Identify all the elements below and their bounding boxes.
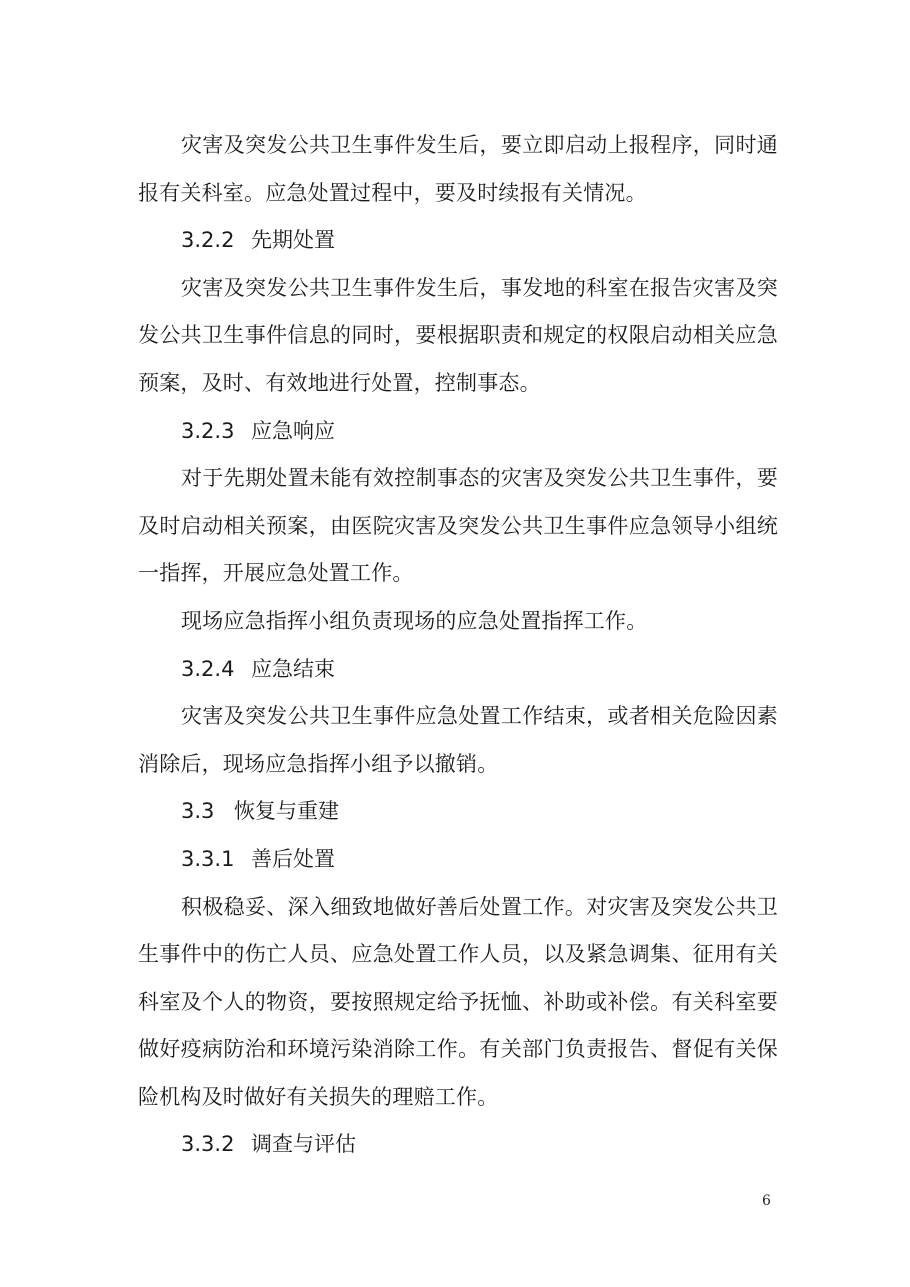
- section-title: 善后处置: [251, 846, 335, 871]
- section-heading: [138, 788, 778, 836]
- section-title: 应急响应: [251, 418, 335, 443]
- section-heading: [138, 836, 778, 884]
- paragraph: 灾害及突发公共卫生事件发生后，要立即启动上报程序，同时通报有关科室。应急处置过程中，要及时续报有关情况。: [138, 133, 778, 205]
- paragraph: 灾害及突发公共卫生事件应急处置工作结束，或者相关危险因素消除后，现场应急指挥小组予以撤销。: [138, 704, 778, 776]
- section-title: 先期处置: [251, 228, 335, 253]
- page-number: 6: [762, 1193, 771, 1209]
- section-number: 3.3.1: [181, 846, 235, 871]
- section-number: 3.2.4: [181, 656, 235, 681]
- section-title: 恢复与重建: [234, 799, 339, 824]
- section-heading: [138, 217, 778, 265]
- paragraph: 对于先期处置未能有效控制事态的灾害及突发公共卫生事件，要及时启动相关预案，由医院灾害及突发公共卫生事件应急领导小组统一指挥，开展应急处置工作。: [138, 466, 778, 586]
- section-number: 3.2.2: [181, 228, 235, 253]
- section-title: 调查与评估: [251, 1132, 356, 1157]
- section-number: 3.3: [181, 799, 215, 824]
- paragraph: 现场应急指挥小组负责现场的应急处置指挥工作。: [181, 608, 648, 633]
- paragraph: 灾害及突发公共卫生事件发生后，事发地的科室在报告灾害及突发公共卫生事件信息的同时，要根据职责和规定的权限启动相关应急预案，及时、有效地进行处置，控制事态。: [138, 275, 778, 395]
- section-title: 应急结束: [251, 656, 335, 681]
- section-heading: [138, 1121, 778, 1169]
- page-body: [138, 122, 778, 1169]
- section-number: 3.2.3: [181, 418, 235, 443]
- paragraph: 积极稳妥、深入细致地做好善后处置工作。对灾害及突发公共卫生事件中的伤亡人员、应急处置工作人员，以及紧急调集、征用有关科室及个人的物资，要按照规定给予抚恤、补助或补偿。有关科室要做好疫病防治和环境污染消除工作。有关部门负责报告、督促有关保险机构及时做好有关损失的理赔工作。: [138, 894, 778, 1109]
- section-number: 3.3.2: [181, 1132, 235, 1157]
- section-heading: [138, 408, 778, 456]
- section-heading: [138, 646, 778, 694]
